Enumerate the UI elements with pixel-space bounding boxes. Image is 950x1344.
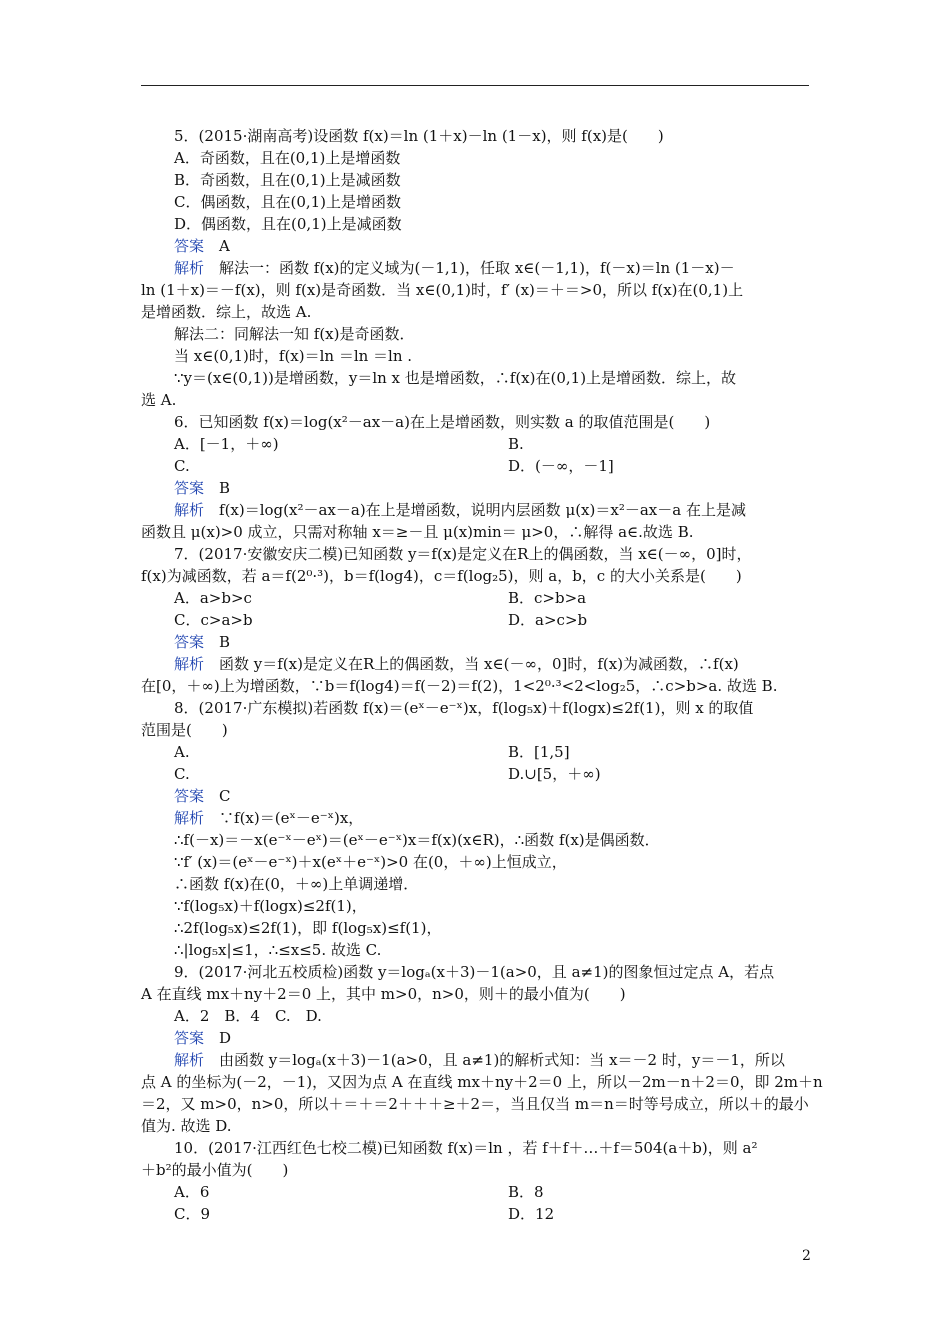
line-text: D．12: [508, 1205, 555, 1223]
line-text: A.: [174, 743, 190, 761]
line-text: 范围是( ): [141, 721, 228, 739]
line-text: 解法一：函数 f(x)的定义域为(－1,1)，任取 x∈(－1,1)，f(－x)＝ln (1－x)－: [204, 259, 735, 277]
line-text: ∴2f(log₅x)≤2f(1)，即 f(log₅x)≤f(1)，: [174, 919, 442, 937]
line-text: 6．已知函数 f(x)＝log(x²－ax－a)在上是增函数，则实数 a 的取值范围是( ): [174, 413, 711, 431]
text-line-q9ex2: [141, 1072, 823, 1092]
text-line-q6b: [508, 434, 524, 454]
line-text: A: [204, 237, 230, 255]
line-text: D.∪[5，＋∞): [508, 765, 601, 783]
label-analysis: 解析: [174, 1051, 205, 1069]
label-answer: 答案: [174, 1029, 205, 1047]
text-line-q5ans: [174, 236, 230, 256]
line-text: C.: [174, 457, 190, 475]
text-line-q9b: [141, 984, 626, 1004]
line-text: A．[－1，＋∞): [174, 435, 279, 453]
line-text: ＋b²的最小值为( ): [141, 1161, 289, 1179]
label-analysis: 解析: [174, 501, 205, 519]
text-line-q6: [174, 412, 710, 432]
text-line-q9ex3: [141, 1094, 809, 1114]
line-text: C.: [174, 765, 190, 783]
text-line-q8ans: [174, 786, 231, 806]
text-line-q9ans: [174, 1028, 231, 1048]
line-text: ∴函数 f(x)在(0，＋∞)上单调递增．: [174, 875, 419, 893]
text-line-q7ans: [174, 632, 230, 652]
line-text: 当 x∈(0,1)时，f(x)＝ln ＝ln ＝ln .: [174, 347, 413, 365]
text-line-q7a4: [508, 610, 587, 630]
text-line-q9: [174, 962, 774, 982]
text-line-q7a2: [508, 588, 586, 608]
line-text: A 在直线 mx＋ny＋2＝0 上，其中 m>0，n>0，则＋的最小值为( ): [141, 985, 626, 1003]
text-line-q5ex5: [174, 346, 412, 366]
line-text: B．[1,5]: [508, 743, 570, 761]
line-text: A．6: [174, 1183, 210, 1201]
text-line-q5ex7: [141, 390, 176, 410]
text-line-q6a: [174, 434, 279, 454]
text-line-q8ex3: [174, 852, 567, 872]
line-text: B．8: [508, 1183, 544, 1201]
text-line-q7b: [141, 566, 742, 586]
line-text: 值为. 故选 D.: [141, 1117, 232, 1135]
label-analysis: 解析: [174, 809, 205, 827]
text-line-q7ex2: [141, 676, 777, 696]
line-text: 10．(2017·江西红色七校二模)已知函数 f(x)＝ln ，若 f＋f＋…＋f＝504(a＋b)，则 a²: [174, 1139, 758, 1157]
line-text: B: [204, 633, 231, 651]
label-analysis: 解析: [174, 259, 205, 277]
label-answer: 答案: [174, 787, 205, 805]
line-text: 选 A.: [141, 391, 177, 409]
line-text: B: [204, 479, 231, 497]
text-line-q5ex6: [174, 368, 736, 388]
line-text: A．2 B．4 C. D.: [174, 1007, 322, 1025]
text-line-q8ex4: [174, 874, 418, 894]
text-line-q7a3: [174, 610, 253, 630]
text-line-q6ex2: [141, 522, 694, 542]
line-text: 8．(2017·广东模拟)若函数 f(x)＝(eˣ－e⁻ˣ)x，f(log₅x)＋f(logx)≤2f(1)，则 x 的取值: [174, 699, 754, 717]
text-line-q5c: [174, 192, 401, 212]
label-answer: 答案: [174, 479, 205, 497]
text-line-q8ex2: [174, 830, 660, 850]
line-text: C．9: [174, 1205, 211, 1223]
line-text: f(x)＝log(x²－ax－a)在上是增函数，说明内层函数 μ(x)＝x²－ax－a 在上是减: [204, 501, 746, 519]
text-line-q10a4: [508, 1204, 554, 1224]
text-line-q10: [174, 1138, 757, 1158]
text-line-q8a4: [508, 764, 601, 784]
line-text: A．奇函数，且在(0,1)上是增函数: [174, 149, 401, 167]
line-text: ln (1＋x)＝－f(x)，则 f(x)是奇函数．当 x∈(0,1)时，f′ (x)＝＋＝>0，所以 f(x)在(0,1)上: [141, 281, 744, 299]
text-line-q9ex4: [141, 1116, 232, 1136]
text-line-q9a: [174, 1006, 322, 1026]
text-line-q6ex1: [174, 500, 746, 520]
line-text: B．奇函数，且在(0,1)上是减函数: [174, 171, 401, 189]
text-line-q5ex1: [174, 258, 735, 278]
text-line-q5d: [174, 214, 402, 234]
text-line-q7a1: [174, 588, 252, 608]
text-line-q7: [174, 544, 752, 564]
text-line-q8ex5: [174, 896, 367, 916]
text-line-q5b: [174, 170, 401, 190]
text-line-q8a2: [508, 742, 570, 762]
text-line-q6ans: [174, 478, 230, 498]
text-line-q10a3: [174, 1204, 210, 1224]
text-line-q10a1: [174, 1182, 209, 1202]
line-text: f(x)为减函数，若 a＝f(2⁰·³)，b＝f(log4)，c＝f(log₂5)，则 a，b，c 的大小关系是( ): [141, 567, 742, 585]
line-text: 点 A 的坐标为(－2，－1)，又因为点 A 在直线 mx＋ny＋2＝0 上，所以－2m－n＋2＝0，即 2m＋n: [141, 1073, 823, 1091]
line-text: C: [204, 787, 231, 805]
line-text: ∵f(x)＝(eˣ－e⁻ˣ)x，: [204, 809, 364, 827]
text-line-q5: [174, 126, 664, 146]
text-line-q8a1: [174, 742, 190, 762]
line-text: ＝2，又 m>0，n>0，所以＋＝＋＝2＋＋＋≥＋2＝，当且仅当 m＝n＝时等号成立，所以＋的最小: [141, 1095, 809, 1113]
text-line-q10b: [141, 1160, 288, 1180]
label-answer: 答案: [174, 633, 205, 651]
line-text: B．c>b>a: [508, 589, 587, 607]
label-analysis: 解析: [174, 655, 205, 673]
text-line-q10a2: [508, 1182, 544, 1202]
text-line-q8ex6: [174, 918, 441, 938]
text-line-q8a3: [174, 764, 190, 784]
text-line-q8: [174, 698, 753, 718]
text-line-q8ex7: [174, 940, 381, 960]
line-text: 5．(2015·湖南高考)设函数 f(x)＝ln (1＋x)－ln (1－x)，则 f(x)是( ): [174, 127, 664, 145]
text-line-q5a: [174, 148, 400, 168]
line-text: C．c>a>b: [174, 611, 253, 629]
text-line-q6d: [508, 456, 614, 476]
text-line-q9ex1: [174, 1050, 785, 1070]
line-text: D．a>c>b: [508, 611, 588, 629]
line-text: 在[0，＋∞)上为增函数，∵b＝f(log4)＝f(－2)＝f(2)，1<2⁰·³<2<log₂5，∴c>b>a. 故选 B.: [141, 677, 778, 695]
line-text: 函数且 μ(x)>0 成立，只需对称轴 x＝≥－且 μ(x)min＝ μ>0，∴解得 a∈.故选 B.: [141, 523, 694, 541]
text-line-q5ex2: [141, 280, 743, 300]
line-text: 由函数 y＝logₐ(x＋3)－1(a>0，且 a≠1)的解析式知：当 x＝－2 时，y＝－1，所以: [204, 1051, 785, 1069]
text-line-q8ex1: [174, 808, 363, 828]
text-line-q7ex1: [174, 654, 739, 674]
text-line-q5ex3: [141, 302, 311, 322]
line-text: ∵f(log₅x)＋f(logx)≤2f(1)，: [174, 897, 367, 915]
line-text: D．(－∞，－1]: [508, 457, 614, 475]
page-number: 2: [802, 1248, 811, 1264]
line-text: 9．(2017·河北五校质检)函数 y＝logₐ(x＋3)－1(a>0，且 a≠1)的图象恒过定点 A，若点: [174, 963, 775, 981]
line-text: ∵f′ (x)＝(eˣ－e⁻ˣ)＋x(eˣ＋e⁻ˣ)>0 在(0，＋∞)上恒成立，: [174, 853, 567, 871]
line-text: C．偶函数，且在(0,1)上是增函数: [174, 193, 402, 211]
line-text: 解法二：同解法一知 f(x)是奇函数．: [174, 325, 415, 343]
text-line-q6c: [174, 456, 190, 476]
line-text: ∵y＝(x∈(0,1))是增函数，y＝ln x 也是增函数，∴f(x)在(0,1)上是增函数．综上，故: [174, 369, 737, 387]
text-line-q5ex4: [174, 324, 415, 344]
line-text: D: [204, 1029, 232, 1047]
label-answer: 答案: [174, 237, 205, 255]
text-line-q8b: [141, 720, 228, 740]
line-text: 函数 y＝f(x)是定义在R上的偶函数，当 x∈(－∞，0]时，f(x)为减函数，∴f(x): [204, 655, 739, 673]
line-text: A．a>b>c: [174, 589, 252, 607]
line-text: 是增函数．综上，故选 A.: [141, 303, 312, 321]
header-rule: [141, 85, 809, 86]
line-text: ∴|log₅x|≤1，∴≤x≤5. 故选 C.: [174, 941, 382, 959]
line-text: B.: [508, 435, 524, 453]
line-text: 7．(2017·安徽安庆二模)已知函数 y＝f(x)是定义在R上的偶函数，当 x∈(－∞，0]时，: [174, 545, 752, 563]
line-text: ∴f(－x)＝－x(e⁻ˣ－eˣ)＝(eˣ－e⁻ˣ)x＝f(x)(x∈R)，∴函数 f(x)是偶函数．: [174, 831, 660, 849]
line-text: D．偶函数，且在(0,1)上是减函数: [174, 215, 402, 233]
